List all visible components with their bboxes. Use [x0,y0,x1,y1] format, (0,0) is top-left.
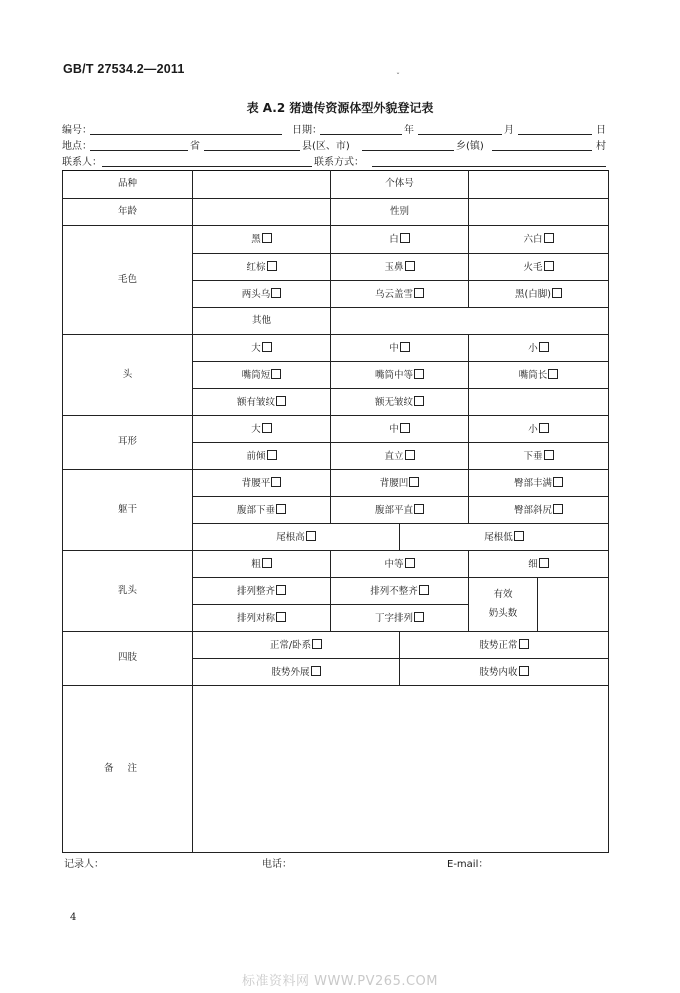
recorder-label: 记录人： [64,859,104,870]
ear-option[interactable]: 小 [469,416,609,443]
checkbox-icon[interactable] [553,477,563,487]
effective-teats-value[interactable] [538,578,609,632]
checkbox-icon[interactable] [409,477,419,487]
trunk-option[interactable]: 尾根低 [400,524,609,551]
checkbox-icon[interactable] [539,342,549,352]
checkbox-icon[interactable] [519,666,529,676]
teats-option[interactable]: 粗 [193,551,331,578]
township-blank[interactable] [362,150,454,151]
contact-method-label: 联系方式： [314,157,364,168]
coat-option[interactable]: 六白 [469,226,609,254]
head-option[interactable]: 小 [469,335,609,362]
individual-no-value[interactable] [469,171,609,199]
teats-option[interactable]: 排列不整齐 [331,578,469,605]
trunk-option[interactable]: 背腰平 [193,470,331,497]
watermark: 标准资料网 WWW.PV265.COM [241,974,439,989]
coat-other-label: 其他 [193,308,331,335]
checkbox-icon[interactable] [271,477,281,487]
checkbox-icon[interactable] [262,558,272,568]
checkbox-icon[interactable] [276,396,286,406]
head-option[interactable]: 大 [193,335,331,362]
head-option[interactable]: 嘴筒中等 [331,362,469,389]
effective-teats-label: 有效 奶头数 [469,578,538,632]
age-value[interactable] [193,199,331,226]
checkbox-icon[interactable] [414,396,424,406]
checkbox-icon[interactable] [405,450,415,460]
registration-table [62,170,609,853]
remarks-label: 备注 [63,686,193,853]
checkbox-icon[interactable] [400,233,410,243]
checkbox-icon[interactable] [311,666,321,676]
breed-label: 品种 [63,171,193,199]
month-label: 月 [504,125,514,136]
trunk-option[interactable]: 臀部斜尻 [469,497,609,524]
coat-other-value[interactable] [331,308,609,335]
scan-mark: ˇ [396,72,400,81]
checkbox-icon[interactable] [414,288,424,298]
ear-option[interactable]: 下垂 [469,443,609,470]
checkbox-icon[interactable] [262,233,272,243]
village-blank[interactable] [492,150,592,151]
ear-option[interactable]: 中 [331,416,469,443]
head-option[interactable]: 中 [331,335,469,362]
checkbox-icon[interactable] [539,423,549,433]
teats-label: 乳头 [63,551,193,632]
head-empty-cell [469,389,609,416]
limbs-label: 四肢 [63,632,193,686]
checkbox-icon[interactable] [414,369,424,379]
province-label: 省 [190,141,200,152]
checkbox-icon[interactable] [276,612,286,622]
coat-option[interactable]: 火毛 [469,254,609,281]
checkbox-icon[interactable] [414,504,424,514]
trunk-option[interactable]: 背腰凹 [331,470,469,497]
day-label: 日 [596,125,606,136]
checkbox-icon[interactable] [400,423,410,433]
individual-no-label: 个体号 [331,171,469,199]
trunk-option[interactable]: 腹部平直 [331,497,469,524]
contact-person-label: 联系人： [62,157,102,168]
checkbox-icon[interactable] [519,639,529,649]
checkbox-icon[interactable] [276,585,286,595]
checkbox-icon[interactable] [262,423,272,433]
teats-option[interactable]: 细 [469,551,609,578]
table-title: 表 A.2 猪遗传资源体型外貌登记表 [246,101,434,115]
checkbox-icon[interactable] [306,531,316,541]
county-blank[interactable] [204,150,300,151]
contact-line [62,152,607,168]
checkbox-icon[interactable] [405,261,415,271]
checkbox-icon[interactable] [405,558,415,568]
contact-person-blank[interactable] [102,166,312,167]
checkbox-icon[interactable] [267,261,277,271]
sex-label: 性别 [331,199,469,226]
email-label: E-mail： [447,859,489,870]
page-number: 4 [70,912,77,923]
number-blank[interactable] [90,134,282,135]
checkbox-icon[interactable] [312,639,322,649]
village-label: 村 [596,141,606,152]
head-option[interactable]: 额无皱纹 [331,389,469,416]
checkbox-icon[interactable] [544,261,554,271]
county-label: 县(区、市) [302,141,350,152]
day-blank[interactable] [518,134,592,135]
limbs-option[interactable]: 肢势内收 [400,659,609,686]
checkbox-icon[interactable] [271,288,281,298]
checkbox-icon[interactable] [271,369,281,379]
teats-option[interactable]: 排列对称 [193,605,331,632]
breed-value[interactable] [193,171,331,199]
coat-option[interactable]: 红棕 [193,254,331,281]
phone-label: 电话： [262,859,292,870]
teats-option[interactable]: 排列整齐 [193,578,331,605]
limbs-option[interactable]: 肢势外展 [193,659,400,686]
ear-option[interactable]: 大 [193,416,331,443]
ear-option[interactable]: 前倾 [193,443,331,470]
checkbox-icon[interactable] [544,233,554,243]
head-option[interactable]: 额有皱纹 [193,389,331,416]
sex-value[interactable] [469,199,609,226]
standard-code: GB/T 27534.2—2011 [63,62,185,76]
trunk-option[interactable]: 臀部丰满 [469,470,609,497]
ear-shape-label: 耳形 [63,416,193,470]
remarks-value[interactable] [193,686,609,853]
township-label: 乡(镇) [456,141,484,152]
checkbox-icon[interactable] [419,585,429,595]
year-blank[interactable] [320,134,402,135]
checkbox-icon[interactable] [267,450,277,460]
trunk-option[interactable]: 腹部下垂 [193,497,331,524]
checkbox-icon[interactable] [276,504,286,514]
location-line [62,136,607,152]
checkbox-icon[interactable] [552,288,562,298]
coat-option[interactable]: 黑 [193,226,331,254]
coat-option[interactable]: 两头乌 [193,281,331,308]
coat-option[interactable]: 乌云盖雪 [331,281,469,308]
limbs-option[interactable]: 肢势正常 [400,632,609,659]
trunk-option[interactable]: 尾根高 [193,524,400,551]
teats-option[interactable]: 中等 [331,551,469,578]
age-label: 年龄 [63,199,193,226]
checkbox-icon[interactable] [262,342,272,352]
coat-option[interactable]: 玉鼻 [331,254,469,281]
checkbox-icon[interactable] [544,450,554,460]
month-blank[interactable] [418,134,502,135]
checkbox-icon[interactable] [553,504,563,514]
checkbox-icon[interactable] [514,531,524,541]
coat-color-label: 毛色 [63,226,193,335]
head-option[interactable]: 嘴筒长 [469,362,609,389]
location-label: 地点： [62,141,92,152]
head-option[interactable]: 嘴筒短 [193,362,331,389]
number-date-line [62,120,607,136]
trunk-label: 躯干 [63,470,193,551]
province-blank[interactable] [90,150,188,151]
teats-option[interactable]: 丁字排列 [331,605,469,632]
checkbox-icon[interactable] [414,612,424,622]
coat-option[interactable]: 黑(白脚) [469,281,609,308]
contact-method-blank[interactable] [372,166,606,167]
checkbox-icon[interactable] [548,369,558,379]
number-label: 编号： [62,125,92,136]
head-label: 头 [63,335,193,416]
checkbox-icon[interactable] [400,342,410,352]
coat-option[interactable]: 白 [331,226,469,254]
year-label: 年 [404,125,414,136]
limbs-option[interactable]: 正常/卧系 [193,632,400,659]
ear-option[interactable]: 直立 [331,443,469,470]
date-label: 日期： [292,125,322,136]
checkbox-icon[interactable] [539,558,549,568]
